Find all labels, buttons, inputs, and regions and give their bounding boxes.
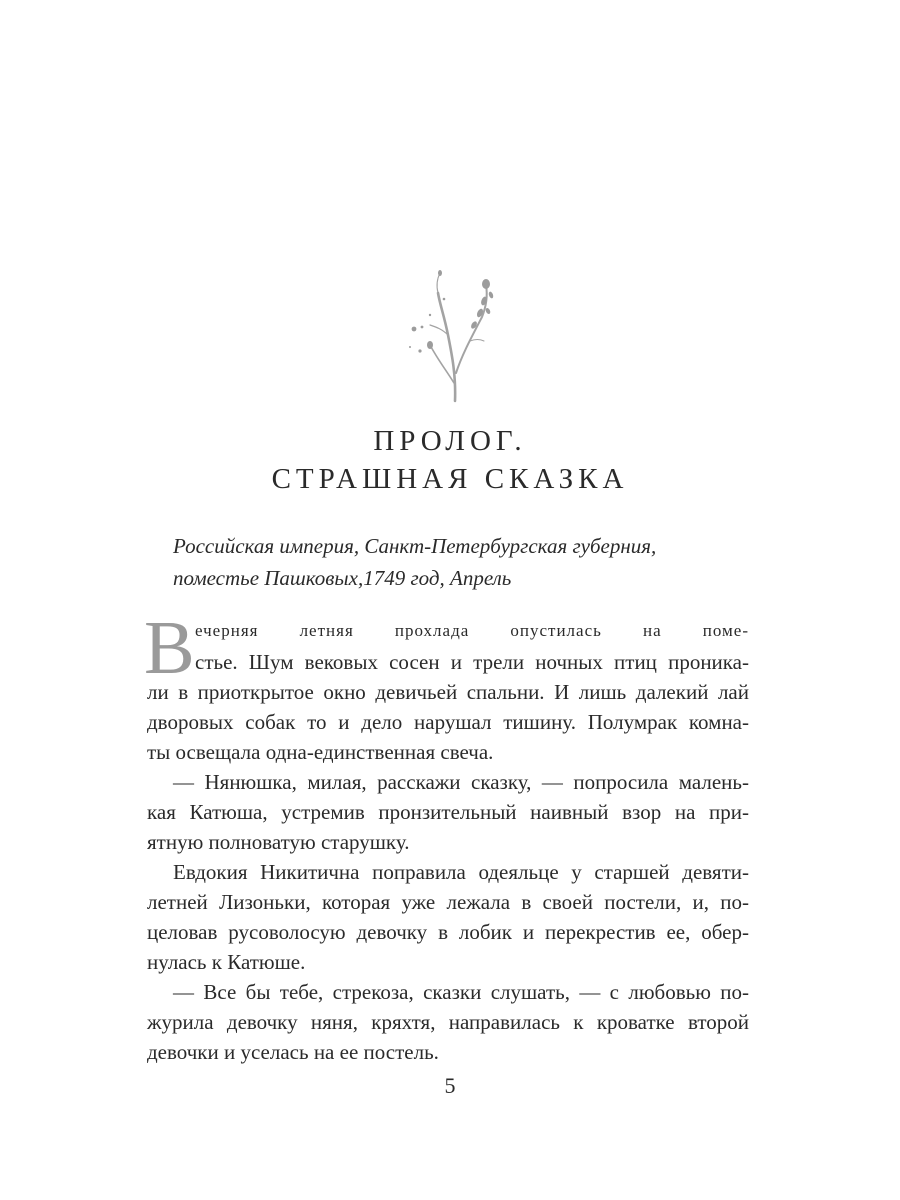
text-line: — Нянюшка, милая, расскажи сказку, — попросила малень-	[173, 770, 749, 794]
text-line: нулась к Катюше.	[147, 950, 306, 974]
text-line: ечерняя летняя прохлада опустилась на поме-	[195, 621, 749, 640]
text-line: журила девочку няня, кряхтя, направилась к кроватке второй	[147, 1010, 749, 1034]
text-line: ятную полноватую старушку.	[147, 830, 410, 854]
plant-sprig-icon	[400, 255, 500, 405]
text-line: девочки и уселась на ее постель.	[147, 1040, 439, 1064]
text-line: стье. Шум вековых сосен и трели ночных птиц проника-	[195, 650, 749, 674]
text-line: ли в приоткрытое окно девичьей спальни. И лишь далекий лай	[147, 680, 749, 704]
page-number: 5	[444, 1073, 456, 1098]
chapter-title-line1: ПРОЛОГ.	[373, 425, 527, 457]
epigraph	[173, 530, 773, 594]
text-line: Евдокия Никитична поправила одеяльце у старшей девяти-	[173, 860, 749, 884]
text-line: ты освещала одна-единственная свеча.	[147, 740, 494, 764]
text-line: целовав русоволосую девочку в лобик и перекрестив ее, обер-	[147, 920, 749, 944]
epigraph-line: Российская империя, Санкт-Петербургская губерния,	[173, 534, 657, 558]
text-line: летней Лизоньки, которая уже лежала в своей постели, и, по-	[147, 890, 749, 914]
text-line: дворовых собак то и дело нарушал тишину. Полумрак комна-	[147, 710, 749, 734]
chapter-title-line2: СТРАШНАЯ СКАЗКА	[271, 463, 629, 495]
drop-cap: В	[144, 606, 195, 690]
text-line: — Все бы тебе, стрекоза, сказки слушать, — с любовью по-	[173, 980, 749, 1004]
text-line: кая Катюша, устремив пронзительный наивный взор на при-	[147, 800, 749, 824]
epigraph-line: поместье Пашковых,1749 год, Апрель	[173, 566, 512, 590]
